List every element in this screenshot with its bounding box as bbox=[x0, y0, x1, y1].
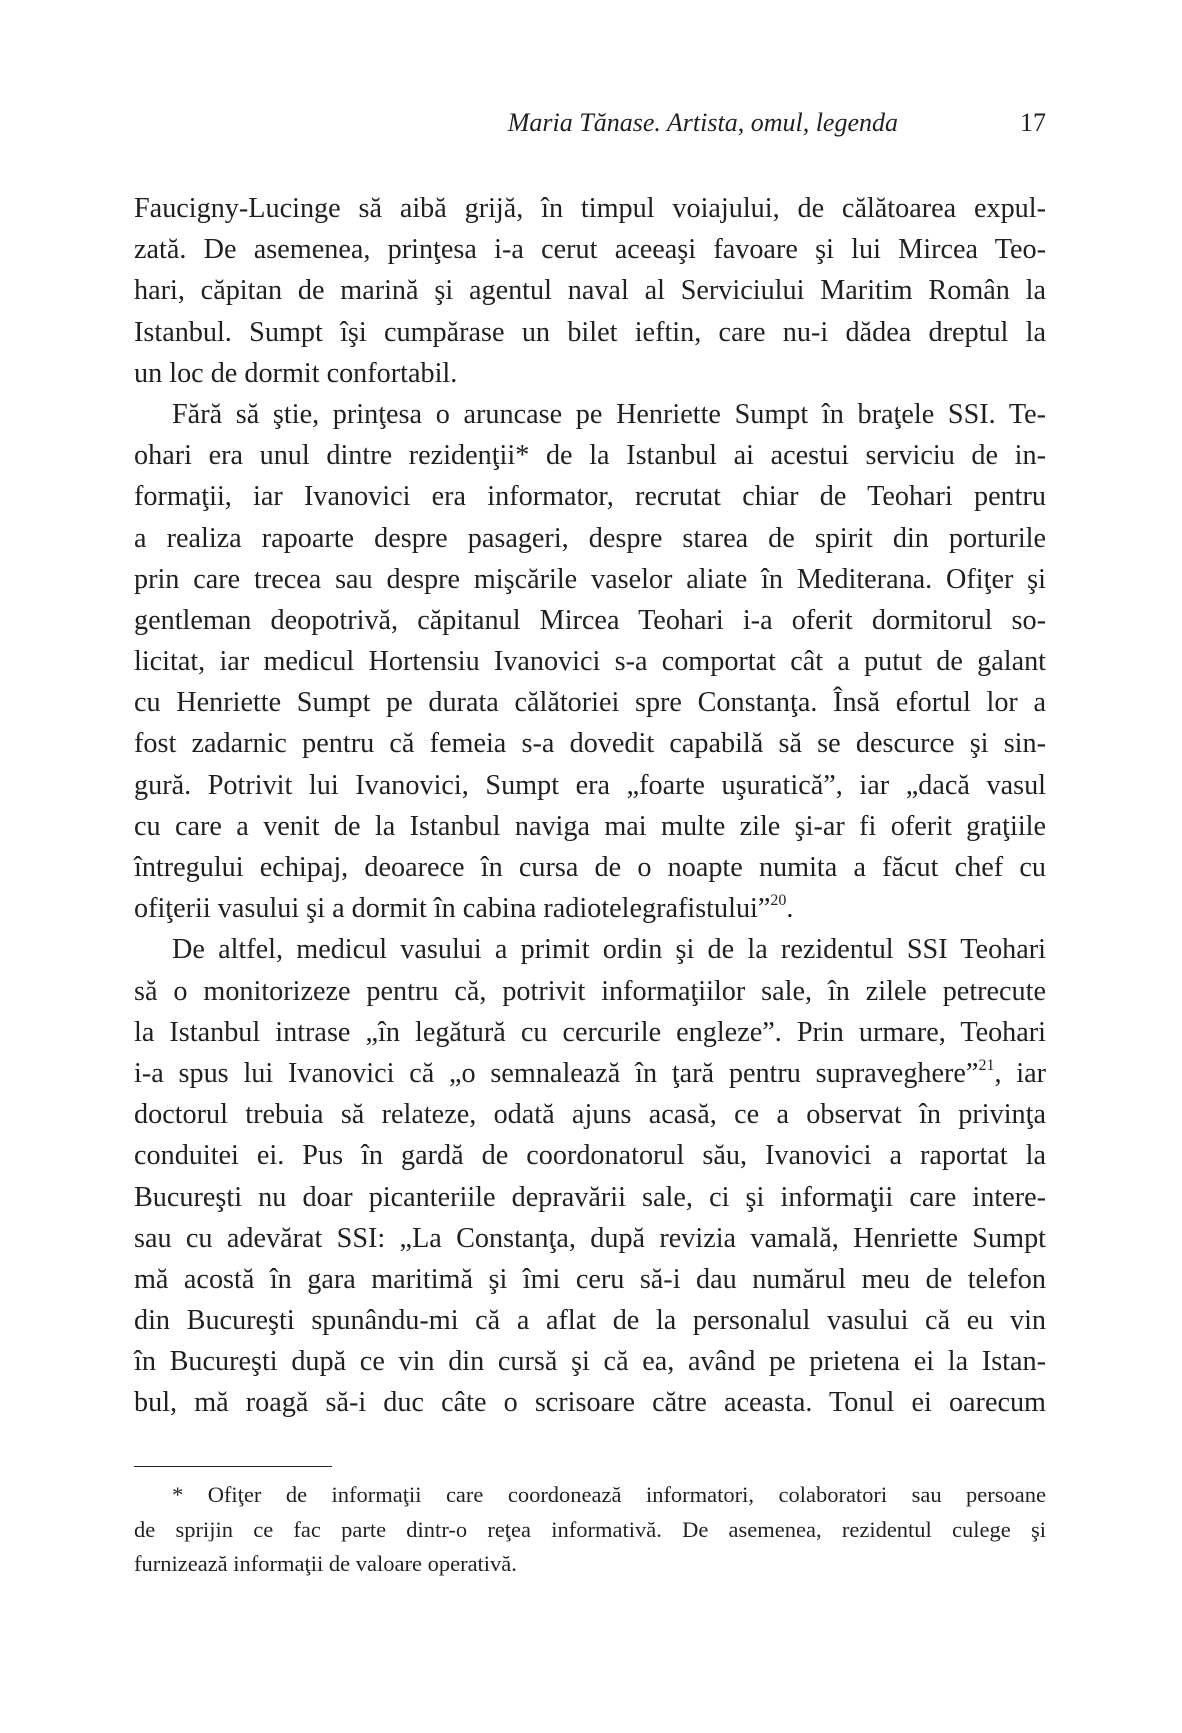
running-head bbox=[134, 108, 1046, 144]
text-line bbox=[134, 888, 1046, 929]
text-line: hari, căpitan de marină şi agentul naval al Serviciului Maritim Român la bbox=[134, 275, 1046, 307]
text-line: formaţii, iar Ivanovici era informator, recrutat chiar de Teohari pentru bbox=[134, 481, 1046, 513]
text-line: Bucureşti nu doar picanteriile depravării sale, ci şi informaţii care intere- bbox=[134, 1181, 1046, 1213]
text-line: din Bucureşti spunându-mi că a aflat de la personalul vasului că eu vin bbox=[134, 1305, 1046, 1337]
text-line: doctorul trebuia să relateze, odată ajuns acasă, ce a observat în privinţa bbox=[134, 1099, 1046, 1131]
footnote-line: * Ofiţer de informaţii care coordonează informatori, colaboratori sau persoane bbox=[172, 1482, 1046, 1507]
text-line: în Bucureşti după ce vin din cursă şi că ea, având pe prietena ei la Istan- bbox=[134, 1346, 1046, 1378]
footnotes bbox=[134, 1478, 1046, 1582]
text-line: conduitei ei. Pus în gardă de coordonatorul său, Ivanovici a raportat la bbox=[134, 1140, 1046, 1172]
text-line: licitat, iar medicul Hortensiu Ivanovici s-a comportat cât a putut de galant bbox=[134, 646, 1046, 678]
text-line: De altfel, medicul vasului a primit ordin şi de la rezidentul SSI Teohari bbox=[172, 934, 1046, 966]
text-line: prin care trecea sau despre mişcările vaselor aliate în Mediterana. Ofiţer şi bbox=[134, 563, 1046, 595]
text-line-tail: . bbox=[786, 893, 794, 925]
footnote-line: furnizează informaţii de valoare operativă. bbox=[134, 1551, 517, 1576]
text-line: sau cu adevărat SSI: „La Constanţa, după revizia vamală, Henriette Sumpt bbox=[134, 1222, 1046, 1254]
text-line: mă acostă în gara maritimă şi îmi ceru să-i dau numărul meu de telefon bbox=[134, 1263, 1046, 1295]
text-line-content: ofiţerii vasului şi a dormit în cabina radiotelegrafistului” bbox=[134, 893, 771, 925]
text-line: cu Henriette Sumpt pe durata călătoriei spre Constanţa. Însă efortul lor a bbox=[134, 687, 1046, 719]
footnote-line: de sprijin ce fac parte dintr-o reţea informativă. De asemenea, rezidentul culege şi bbox=[134, 1516, 1046, 1542]
text-line: ohari era unul dintre rezidenţii* de la Istanbul ai acestui serviciu de in- bbox=[134, 440, 1046, 472]
text-line: a realiza rapoarte despre pasageri, despre starea de spirit din porturile bbox=[134, 522, 1046, 554]
page-number: 17 bbox=[1020, 108, 1046, 137]
text-line-content: i-a spus lui Ivanovici că „o semnalează în ţară pentru supraveghere” bbox=[134, 1057, 979, 1089]
text-line: gentleman deopotrivă, căpitanul Mircea Teohari i-a oferit dormitorul so- bbox=[134, 604, 1046, 636]
text-line: zată. De asemenea, prinţesa i-a cerut aceeaşi favoare şi lui Mircea Teo- bbox=[134, 234, 1046, 266]
text-line: un loc de dormit confortabil. bbox=[134, 357, 458, 389]
text-line: întregului echipaj, deoarece în cursa de o noapte numita a făcut chef cu bbox=[134, 852, 1046, 883]
text-line: la Istanbul intrase „în legătură cu cercurile engleze”. Prin urmare, Teohari bbox=[134, 1016, 1046, 1048]
body-text bbox=[134, 188, 1046, 1424]
text-line: bul, mă roagă să-i duc câte o scrisoare către aceasta. Tonul ei oarecum bbox=[134, 1387, 1046, 1419]
text-line bbox=[134, 1053, 1046, 1094]
footnote-separator bbox=[134, 1466, 332, 1467]
note-reference-20: 20 bbox=[770, 892, 787, 910]
running-title: Maria Tănase. Artista, omul, legenda bbox=[507, 108, 898, 137]
text-line: să o monitorizeze pentru că, potrivit informaţiilor sale, în zilele petrecute bbox=[134, 975, 1046, 1007]
note-reference-21: 21 bbox=[978, 1056, 995, 1074]
text-line-tail: , iar bbox=[994, 1057, 1047, 1089]
text-line: fost zadarnic pentru că femeia s-a dovedit capabilă să se descurce şi sin- bbox=[134, 728, 1046, 760]
text-line: Istanbul. Sumpt îşi cumpărase un bilet ieftin, care nu-i dădea dreptul la bbox=[134, 316, 1046, 348]
text-line: gură. Potrivit lui Ivanovici, Sumpt era „foarte uşuratică”, iar „dacă vasul bbox=[134, 769, 1046, 801]
text-line: Faucigny-Lucinge să aibă grijă, în timpul voiajului, de călătoarea expul- bbox=[134, 193, 1046, 224]
text-line: cu care a venit de la Istanbul naviga mai multe zile şi-ar fi oferit graţiile bbox=[134, 810, 1046, 842]
text-line: Fără să ştie, prinţesa o aruncase pe Henriette Sumpt în braţele SSI. Te- bbox=[172, 398, 1046, 430]
